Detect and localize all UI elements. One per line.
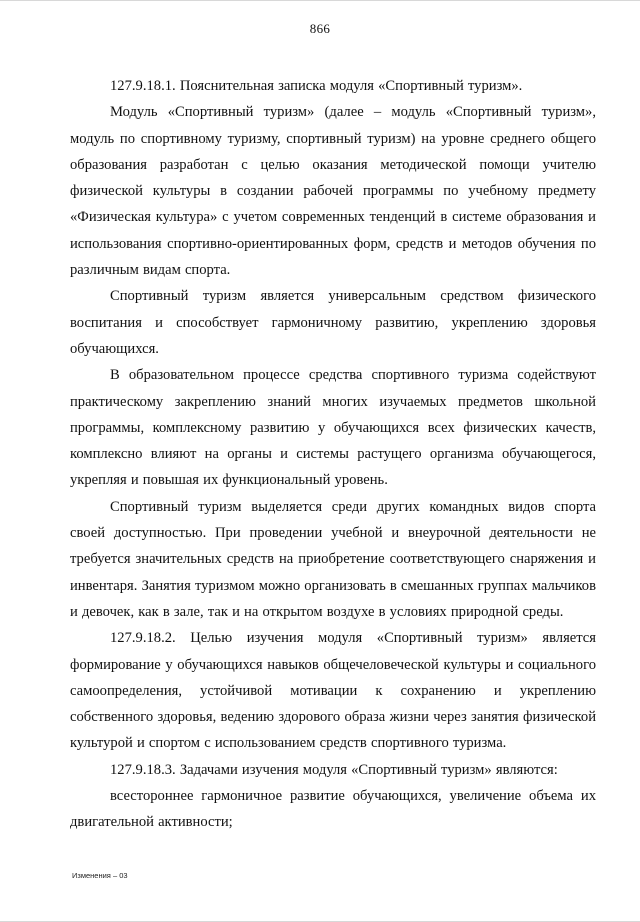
section-goal: 127.9.18.2. Целью изучения модуля «Спортивный туризм» является формирование у обучающихся навыков общечеловеческой культуры и социального самоопределения, устойчивой мотивации к сохранению и укреплению собственного здоровья, ведению здорового образа жизни через занятия физической культурой и спортом с использованием средств спортивного туризма. — [70, 630, 596, 752]
section-heading-explanatory-note: 127.9.18.1. Пояснительная записка модуля «Спортивный туризм». — [110, 78, 523, 94]
paragraph-educational-process: В образовательном процессе средства спортивного туризма содействуют практическому закреплению знаний многих изучаемых предметов школьной программы, комплексному развитию у обучающихся всех физических качеств, комплексно влияют на органы и системы растущего организма обучающегося, укрепляя и повышая их функциональный уровень. — [70, 367, 596, 489]
paragraph-universal-means: Спортивный туризм является универсальным средством физического воспитания и способствует гармоничному развитию, укреплению здоровья обучающихся. — [70, 288, 596, 357]
task-list-item: всестороннее гармоничное развитие обучающихся, увеличение объема их двигательной активности; — [70, 788, 596, 831]
section-tasks-heading: 127.9.18.3. Задачами изучения модуля «Спортивный туризм» являются: — [110, 761, 558, 778]
revision-footer: Изменения – 03 — [72, 871, 128, 880]
paragraph-accessibility: Спортивный туризм выделяется среди других командных видов спорта своей доступностью. При проведении учебной и внеурочной деятельности не требуется значительных средств на приобретение соответствующего снаряжения и инвентаря. Занятия туризмом можно организовать в смешанных группах мальчиков и девочек, как в зале, так и на открытом воздухе в условиях природной среды. — [70, 498, 596, 620]
paragraph-module-description: Модуль «Спортивный туризм» (далее – модуль «Спортивный туризм», модуль по спортивному туризму, спортивный туризм) на уровне среднего общего образования разработан с целью оказания методической помощи учителю физической культуры в создании рабочей программы по учебному предмету «Физическая культура» с учетом современных тенденций в системе образования и использования спортивно-ориентированных форм, средств и методов обучения по различным видам спорта. — [70, 104, 596, 279]
document-body — [70, 73, 596, 836]
page-number: 866 — [309, 21, 331, 36]
